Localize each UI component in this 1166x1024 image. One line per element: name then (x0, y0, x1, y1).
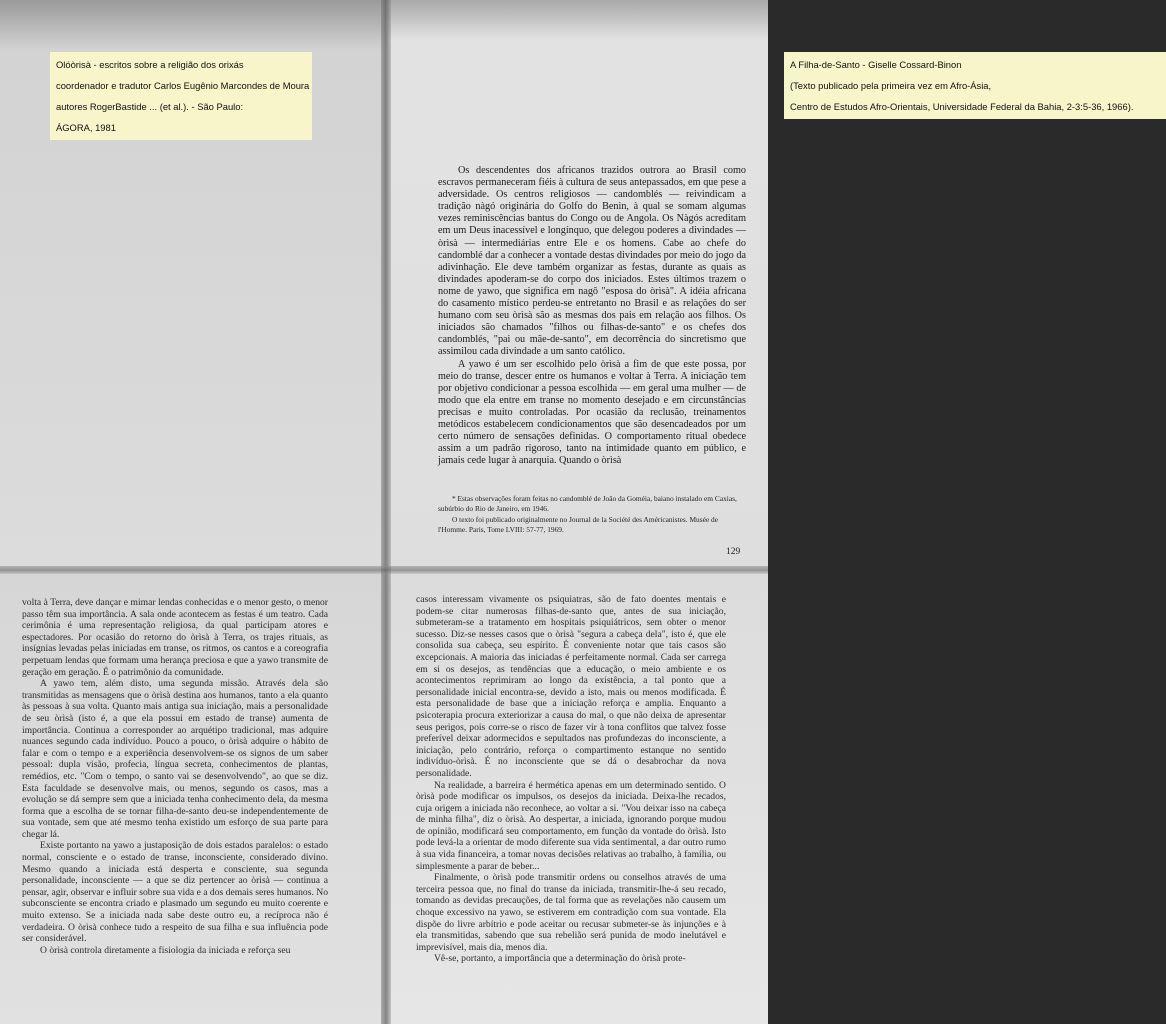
paragraph: casos interessam vivamente os psiquiatras, são de fato doentes mentais e podem-se citar numerosas filhas-de-santo que, antes de sua iniciação, submeteram-se a tratamento em hospitais psiquiátricos, sem obter o menor sucesso. Diz-se nesses casos que o òrìsà "segura a cabeça dela", isto é, que ele consolida sua cabeça, seu espírito. É conveniente notar que tais casos são excepcionais. A maioria das iniciadas é perfeitamente normal. Cada ser carrega em si os desejos, as tendências que a educação, o meio ambiente e os acontecimentos reprimiram ao longo da existência, a tal ponto que a personalidade inicial encontra-se, devido a isto, mais ou menos modificada. É esta personalidade de base que a iniciação reforça e amplia. Enquanto a psicoterapia procura exteriorizar a causa do mal, o que não deixa de apresentar seus perigos, pois corre-se o risco de fazer vir à tona conflitos que talvez fosse preferível deixar adormecidos e sepultados nas profundezas do inconsciente, a iniciação, pelo contrário, reforça o compartimento estanque no sentido indivíduo-òrìsà. É no inconsciente que se dá o desabrochar da nova personalidade. (416, 594, 726, 779)
paragraph: Vê-se, portanto, a importância que a determinação do òrìsà prote- (434, 953, 686, 965)
note-line: Olóòrisà - escritos sobre a religião dos orixás (56, 59, 244, 70)
page-130 (0, 570, 384, 1024)
body-text (416, 594, 726, 965)
note-line: autores RogerBastide ... (et al.). - São Paulo: (56, 101, 244, 112)
note-line: (Texto publicado pela primeira vez em Afro-Ásia, (790, 80, 992, 91)
bibliographic-note-right (784, 52, 1166, 119)
page-top-left (0, 0, 386, 570)
book-gutter (381, 0, 391, 1024)
note-line: Centro de Estudos Afro-Orientais, Universidade Federal da Bahia, 2-3:5-36, 1966). (790, 101, 1134, 112)
paragraph: Os descendentes dos africanos trazidos outrora ao Brasil como escravos permaneceram fiéis à cultura de seus antepassados, em que pese a adversidade. Os centros religiosos — candomblés — reivindicam a tradição nàgó originária do Golfo do Benin, à qual se somam algumas vezes reminiscências bantus do Congo ou de Angola. Os Nàgós acreditam em um Deus inacessível e longínquo, que delegou poderes a divindades — òrìsà — intermediárias entre Ele e os homens. Cabe ao chefe do candomblé dar a conhecer a vontade destas divindades por meio do jogo da adivinhação. Ele deve também organizar as festas, durante as quais as divindades apoderam-se do corpo dos iniciados. Estes últimos trazem o nome de yawo, que significa em nagô "esposa do òrìsà". A idéia africana do casamento místico perdeu-se entretanto no Brasil e as relações do ser humano com seu òrìsà são as mesmas dos pais em relação aos filhos. Os iniciados são chamados "filhos ou filhas-de-santo" e os chefes dos candomblés, "pai ou mãe-de-santo", em decorrência do sincretismo que assimilou cada divindade a um santo católico. (438, 165, 746, 358)
note-line: coordenador e tradutor Carlos Eugênio Marcondes de Moura (56, 80, 310, 91)
footnote: * Estas observações foram feitas no candomblé de João da Goméia, baiano instalado em Caxias, subúrbio do Rio de Janeiro, em 1946. (438, 494, 737, 513)
footnote: O texto foi publicado originalmente no Journal de la Société des Américanistes. Musée de l'Homme. Paris, Tome LVIII: 57-77, 1969. (438, 515, 718, 534)
body-text (438, 165, 746, 467)
paragraph: Finalmente, o òrìsà pode transmitir ordens ou conselhos através de uma terceira pessoa que, no final do transe da iniciada, transmitir-lhe-á seu recado, tomando as devidas precauções, de tal forma que as revelações não causem um choque excessivo na yawo, se estiverem em contradição com sua vontade. Ela dispõe do livre arbítrio e pode aceitar ou recusar submeter-se às injunções e à ela transmitidas, sabendo que sua rebelião será punida de modo inelutável e imprevisível, mais dia, menos dia. (416, 872, 726, 953)
page-131 (384, 570, 768, 1024)
paragraph: O òrìsà controla diretamente a fisiologia da iniciada e reforça seu (40, 944, 291, 956)
page-shadow (0, 0, 386, 50)
page-number: 129 (726, 547, 741, 557)
scan-seam (0, 566, 768, 574)
page-129 (386, 0, 1134, 570)
footnotes (438, 494, 746, 536)
paragraph: Existe portanto na yawo a justaposição de dois estados paralelos: o estado normal, consciente e o estado de transe, inconsciente, considerado divino. Mesmo quando a iniciada está desperta e consciente, sua segunda personalidade, inconsciente — a que se diz pertencer ao òrìsà — continua a pensar, agir, observar e influir sobre sua vida e a dos demais seres humanos. No subconsciente se encontra criado e plasmado um segundo eu muito coerente e muito extenso. Se a iniciada nada sabe deste outro eu, a recíproca não é verdadeira. O òrìsà conhece tudo a respeito de sua filha e sua influência pode ser considerável. (22, 840, 328, 945)
paragraph: Na realidade, a barreira é hermética apenas em um determinado sentido. O òrìsà pode modificar os impulsos, os desejos da iniciada. Deixa-lhe recados, cuja origem a iniciada não reconhece, ao voltar a si. "Vou deixar isso na cabeça de minha filha", diz o òrìsà. Ao despertar, a iniciada, ignorando porque mudou de opinião, modificará seu comportamento, em função da vontade do òrìsà. Isto pode levá-la a orientar de modo diferente sua vida sentimental, a dar outro rumo à sua vida financeira, a tomar novas decisões relativas ao trabalho, à família, ou simplesmente a parar de beber... (416, 779, 726, 872)
body-text (22, 597, 328, 956)
page-shadow (386, 0, 768, 40)
note-line: A Filha-de-Santo - Giselle Cossard-Binon (790, 59, 962, 70)
bibliographic-note-left (50, 52, 312, 140)
paragraph: A yawo tem, além disto, uma segunda missão. Através dela são transmitidas as mensagens que o òrìsà destina aos humanos, tanto a ela quanto às pessoas à sua volta. Quanto mais antiga sua iniciação, mais a personalidade de seu òrìsà (isto é, a que ela possui em estado de transe) aumenta de importância. Continua a corresponder ao arquétipo tradicional, mas adquire nuances segundo cada indivíduo. Pouco a pouco, o òrìsà adquire o hábito de falar e com o tempo e a experiência desenvolvem-se os signos de um saber pessoal: dupla visão, profecia, língua secreta, conhecimentos de plantas, remédios, etc. "Com o tempo, o santo vai se desenvolvendo", ao que se diz. Esta faculdade se desenvolve mais, ou menos, segundo os casos, mas a evolução se dá sempre sem que a iniciada tenha conhecimento dela, da mesma forma que a escolha de se tornar filha-de-santo deu-se independentemente de sua vontade, sem que até mesmo tenha existido um esforço de sua parte para chegar lá. (22, 678, 328, 840)
paragraph: A yawo é um ser escolhido pelo òrìsà a fim de que este possa, por meio do transe, descer entre os humanos e voltar à Terra. A iniciação tem por objetivo condicionar a pessoa escolhida — em geral uma mulher — de modo que ela entre em transe no momento desejado e em circunstâncias precisas e muito controladas. Por ocasião da reclusão, treinamentos metódicos estabelecem condicionamentos que são desencadeados por um certo número de sensações definidas. O comportamento ritual obedece assim a um padrão rigoroso, tanto na intimidade quanto em público, e jamais cede lugar à anarquia. Quando o òrìsà (438, 358, 746, 467)
note-line: ÁGORA, 1981 (56, 122, 116, 133)
paragraph: volta à Terra, deve dançar e mimar lendas conhecidas e o menor gesto, o menor passo têm sua importância. A sala onde acontecem as festas é um teatro. Cada cerimônia é uma representação religiosa, da qual participam atores e espectadores. Por ocasião do retorno do òrìsà à Terra, os trajes rituais, as insígnias levadas pelas iniciadas em transe, os ritmos, os cantos e a coreografia perpetuam lendas que formam uma herança preciosa e que a yawo transmite de geração em geração. É o patrimônio da comunidade. (22, 597, 328, 678)
